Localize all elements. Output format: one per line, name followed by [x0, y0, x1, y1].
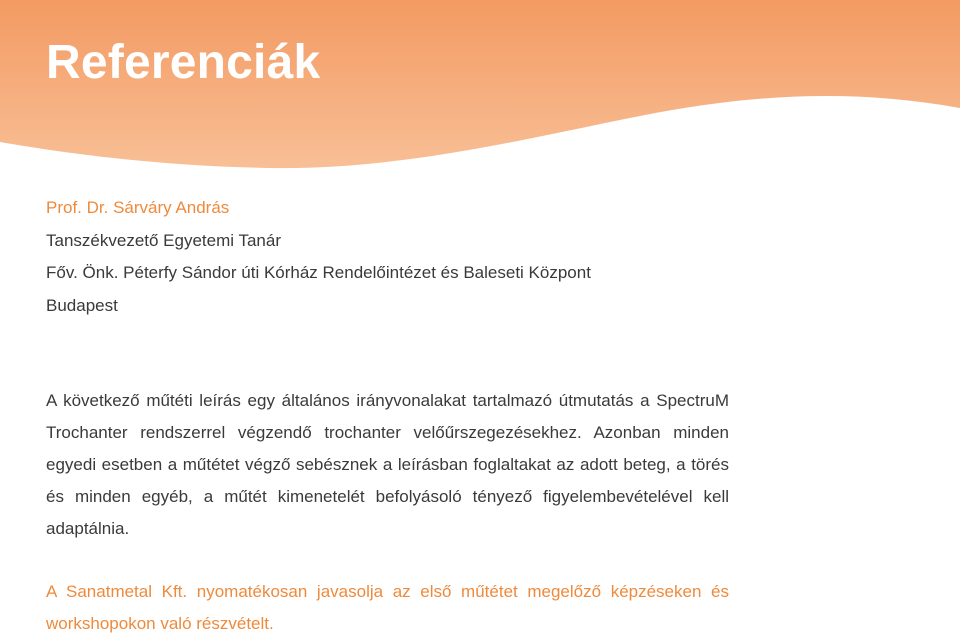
author-block: [46, 192, 906, 322]
author-institution: Főv. Önk. Péterfy Sándor úti Kórház Rendelőintézet és Baleseti Központ: [46, 263, 591, 282]
author-position: Tanszékvezető Egyetemi Tanár: [46, 230, 281, 250]
page-title: Referenciák: [46, 36, 321, 89]
body-paragraph: A következő műtéti leírás egy általános irányvonalakat tartalmazó útmutatás a SpectruM Trochanter rendszerrel végzendő trochanter velőűrszegezésekhez. Azonban minden egyedi esetben a műtétet végző sebésznek a leírásban foglaltakat az adott beteg, a törés és minden egyéb, a műtét kimenetelét befolyásoló tényező figyelembevételével kell adaptálnia.: [46, 391, 729, 538]
recommendation-paragraph: A Sanatmetal Kft. nyomatékosan javasolja az első műtétet megelőző képzéseken és workshopokon való részvételt.: [46, 582, 729, 633]
author-name: Prof. Dr. Sárváry András: [46, 198, 230, 217]
author-city: Budapest: [46, 295, 118, 315]
